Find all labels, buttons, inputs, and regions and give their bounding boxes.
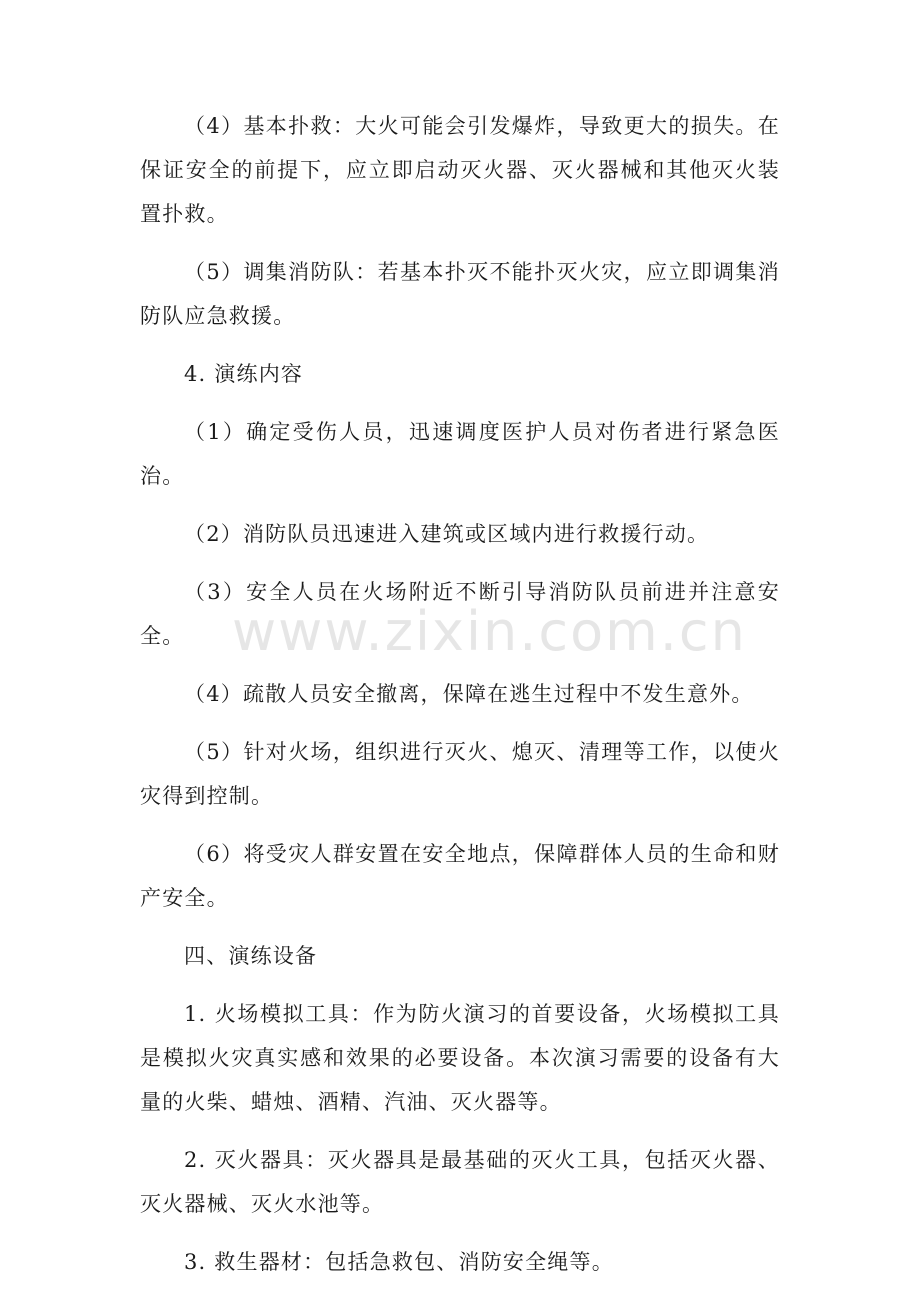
paragraph-drill-item-2: （2）消防队员迅速进入建筑或区域内进行救援行动。	[184, 522, 710, 546]
paragraph-equipment-3: 3. 救生器材：包括急救包、消防安全绳等。	[184, 1250, 614, 1274]
paragraph-drill-item-6: （6）将受灾人群安置在安全地点，保障群体人员的生命和财产安全。	[140, 842, 780, 910]
paragraph-drill-item-4: （4）疏散人员安全撤离，保障在逃生过程中不发生意外。	[184, 682, 754, 706]
document-body	[140, 104, 780, 1284]
section-heading-drill-equipment: 四、演练设备	[184, 944, 318, 968]
paragraph-equipment-2: 2. 灭火器具：灭火器具是最基础的灭火工具，包括灭火器、灭火器械、灭火水池等。	[140, 1148, 780, 1216]
paragraph-call-fire-brigade: （5）调集消防队：若基本扑灭不能扑灭火灾，应立即调集消防队应急救援。	[140, 260, 780, 328]
paragraph-drill-item-1: （1）确定受伤人员，迅速调度医护人员对伤者进行紧急医治。	[140, 420, 780, 488]
watermark: www.zixin.com.cn	[232, 600, 747, 663]
paragraph-drill-item-3: （3）安全人员在火场附近不断引导消防队员前进并注意安全。	[140, 580, 780, 648]
paragraph-equipment-1: 1. 火场模拟工具：作为防火演习的首要设备，火场模拟工具是模拟火灾真实感和效果的必要设备。本次演习需要的设备有大量的火柴、蜡烛、酒精、汽油、灭火器等。	[140, 1002, 780, 1114]
paragraph-drill-item-5: （5）针对火场，组织进行灭火、熄灭、清理等工作，以使火灾得到控制。	[140, 740, 780, 808]
section-heading-drill-content: 4. 演练内容	[184, 362, 304, 386]
paragraph-basic-firefighting: （4）基本扑救：大火可能会引发爆炸，导致更大的损失。在保证安全的前提下，应立即启动灭火器、灭火器械和其他灭火装置扑救。	[140, 114, 780, 226]
